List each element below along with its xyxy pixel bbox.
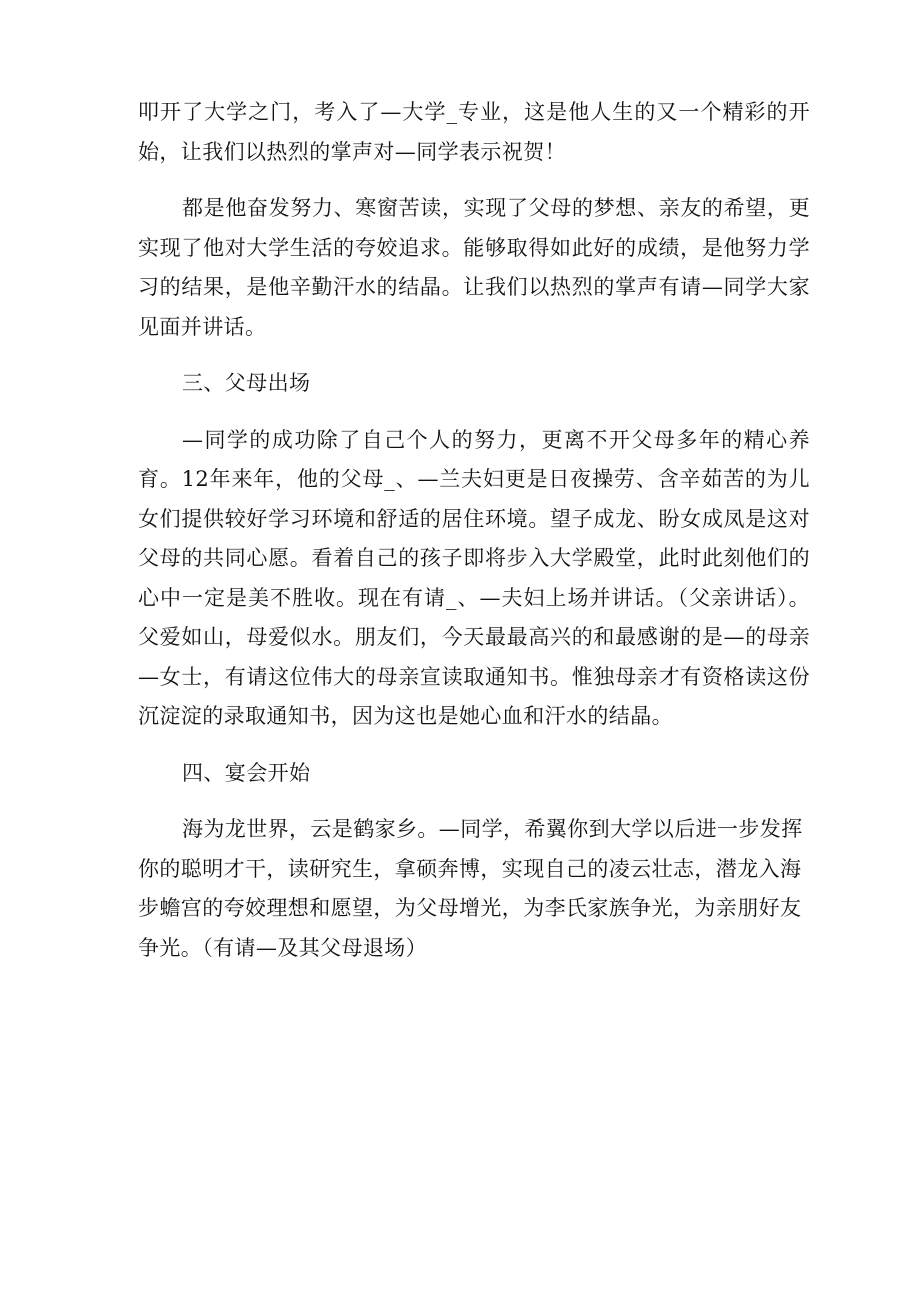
paragraph-admission: 叩开了大学之门，考入了—大学_专业，这是他人生的又一个精彩的开始，让我们以热烈的掌声对—同学表示祝贺！ [138,100,810,164]
paragraph-banquet: 海为龙世界，云是鹤家乡。—同学，希翼你到大学以后进一步发挥你的聪明才干，读研究生，拿硕奔博，实现自己的凌云壮志，潜龙入海步蟾宫的夸姣理想和愿望，为父母增光，为李氏家族争光，为亲朋好友争光。（有请—及其父母退场） [138,817,803,960]
document-body [138,93,810,985]
section-heading-parents: 三、父母出场 [182,371,311,395]
paragraph-parents: —同学的成功除了自己个人的努力，更离不开父母多年的精心养育。12年来年，他的父母_、—兰夫妇更是日夜操劳、含辛茹苦的为儿女们提供较好学习环境和舒适的居住环境。望子成龙、盼女成凤是这对父母的共同心愿。看着自己的孩子即将步入大学殿堂，此时此刻他们的心中一定是美不胜收。现在有请_、—夫妇上场并讲话。（父亲讲话）。父爱如山，母爱似水。朋友们，今天最最高兴的和最感谢的是—的母亲—女士，有请这位伟大的母亲宣读取通知书。惟独母亲才有资格读这份沉淀淀的录取通知书，因为这也是她心血和汗水的结晶。 [138,427,810,728]
paragraph-effort: 都是他奋发努力、寒窗苦读，实现了父母的梦想、亲友的希望，更实现了他对大学生活的夸姣追求。能够取得如此好的成绩，是他努力学习的结果，是他辛勤汗水的结晶。让我们以热烈的掌声有请—同学大家见面并讲话。 [138,196,810,339]
section-heading-banquet: 四、宴会开始 [182,760,311,785]
